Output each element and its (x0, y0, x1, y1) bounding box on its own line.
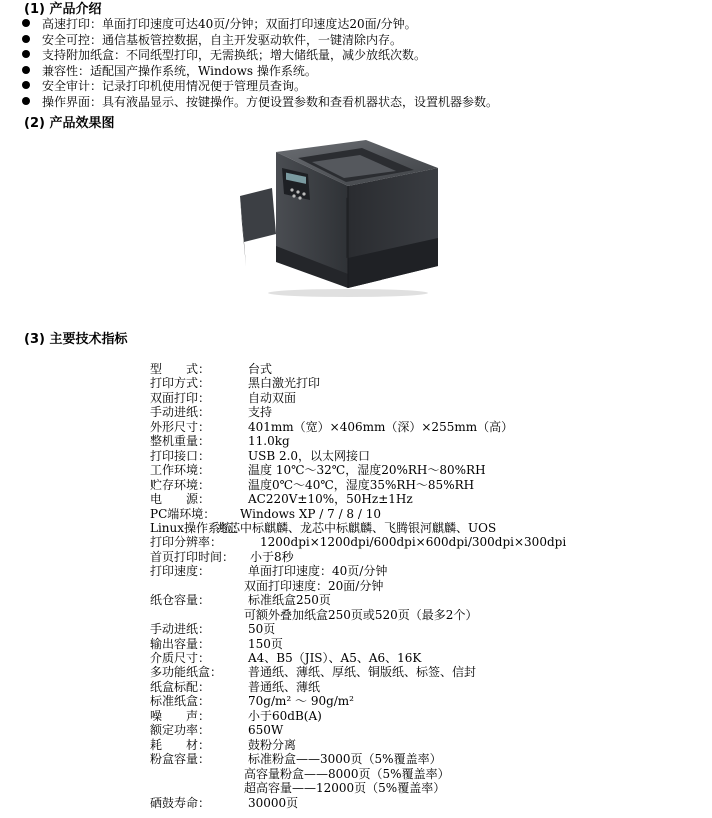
spec-value: 超高容量——12000页（5%覆盖率） (244, 781, 446, 796)
spec-label: 介质尺寸： (150, 651, 211, 665)
feature-item (22, 48, 426, 64)
spec-label: 电 源： (150, 492, 211, 507)
spec-label: 打印方式： (150, 376, 211, 391)
feature-item (22, 33, 402, 49)
spec-label: 打印接口： (150, 448, 211, 463)
spec-value: 普通纸、薄纸 (248, 679, 321, 694)
feature-text: 支持附加纸盒：不同纸型打印，无需换纸；增大储纸量，减少放纸次数。 (42, 48, 427, 62)
spec-label: PC端环境： (150, 506, 216, 521)
spec-label: 手动进纸： (150, 622, 211, 637)
clipped-top-text (140, 0, 260, 1)
spec-label: 打印速度： (150, 564, 211, 579)
spec-value: 标准粉盒——3000页（5%覆盖率） (248, 752, 442, 767)
bullet-icon (22, 66, 30, 74)
spec-label: 外形尺寸： (150, 419, 211, 434)
spec-value: 普通纸、薄纸、厚纸、铜版纸、标签、信封 (248, 665, 477, 680)
printer-photo (236, 138, 446, 300)
feature-text: 兼容性：适配国产操作系统，Windows 操作系统。 (42, 63, 317, 78)
spec-label: 标准纸盒： (150, 694, 211, 709)
spec-value: Windows XP / 7 / 8 / 10 (240, 506, 382, 521)
spec-value: 标准纸盒250页 (248, 593, 331, 608)
feature-text: 安全可控：通信基板管控数据，自主开发驱动软件，一键清除内存。 (42, 32, 403, 47)
spec-label: 额定功率： (150, 723, 211, 738)
spec-value: 兆芯中标麒麟、龙芯中标麒麟、飞腾银河麒麟、UOS (216, 520, 497, 535)
feature-text: 安全审计：记录打印机使用情况便于管理员查询。 (42, 79, 307, 93)
feature-text: 高速打印：单面打印速度可达40页/分钟；双面打印速度达20面/分钟。 (42, 17, 417, 31)
spec-label: 首页打印时间： (150, 549, 235, 564)
spec-label: 打印分辨率： (150, 535, 223, 550)
spec-value: 70g/m² ～ 90g/m² (248, 694, 354, 709)
printer-illustration (236, 138, 446, 300)
feature-item (22, 64, 317, 80)
spec-label: 手动进纸： (150, 405, 211, 420)
spec-value: 双面打印速度：20面/分钟 (244, 578, 384, 593)
bullet-icon (22, 35, 30, 43)
spec-value: 高容量粉盒——8000页（5%覆盖率） (244, 766, 450, 781)
spec-label: 输出容量： (150, 636, 211, 651)
spec-label: 工作环境： (150, 463, 211, 478)
feature-item (22, 95, 498, 111)
spec-value: 小于8秒 (250, 549, 294, 564)
feature-item (22, 79, 306, 95)
bullet-icon (22, 19, 30, 27)
heading-specs: (3) 主要技术指标 (24, 332, 128, 347)
spec-value: 150页 (248, 636, 283, 651)
spec-value: 11.0kg (248, 434, 290, 449)
spec-value: 单面打印速度：40页/分钟 (248, 564, 388, 579)
spec-value: 650W (248, 723, 284, 738)
bullet-icon (22, 50, 30, 58)
heading-product-intro: (1) 产品介绍 (24, 2, 102, 17)
spec-label: 硒鼓寿命： (150, 795, 211, 810)
spec-label: 贮存环境： (150, 477, 211, 492)
spec-label: 耗 材： (150, 737, 211, 752)
spec-value: 401mm（宽）×406mm（深）×255mm（高） (248, 419, 514, 434)
bullet-icon (22, 97, 30, 105)
spec-value: 小于60dB(A) (248, 708, 322, 723)
heading-product-image: (2) 产品效果图 (24, 116, 115, 131)
spec-value: 自动双面 (248, 390, 297, 405)
spec-value: 支持 (248, 405, 273, 420)
clipped-top-link (395, 0, 455, 1)
spec-label: 粉盒容量： (150, 752, 211, 767)
spec-label: 整机重量： (150, 434, 211, 449)
spec-label: 纸仓容量： (150, 593, 211, 608)
spec-label: 型 式： (150, 362, 211, 376)
spec-value: 黑白激光打印 (248, 376, 321, 391)
spec-value: 鼓粉分离 (248, 737, 297, 752)
feature-text: 操作界面：具有液晶显示、按键操作。方便设置参数和查看机器状态，设置机器参数。 (42, 94, 499, 109)
spec-value: 台式 (248, 362, 273, 376)
bullet-icon (22, 81, 30, 89)
spec-value: AC220V±10%，50Hz±1Hz (248, 492, 413, 507)
spec-value: 50页 (248, 622, 276, 637)
spec-value: 温度 10℃～32℃，湿度20%RH～80%RH (248, 463, 486, 478)
feature-item (22, 17, 417, 33)
spec-value: A4、B5（JIS）、A5、A6、16K (248, 651, 422, 665)
spec-label: 多功能纸盒： (150, 665, 223, 680)
spec-value: 可额外叠加纸盒250页或520页（最多2个） (244, 607, 478, 622)
spec-label: 纸盒标配： (150, 679, 211, 694)
spec-label: Linux操作系统： (150, 520, 245, 535)
spec-value: 温度0℃～40℃，湿度35%RH～85%RH (248, 477, 475, 492)
spec-label: 噪 声： (150, 708, 211, 723)
spec-value: USB 2.0，以太网接口 (248, 448, 371, 463)
spec-label: 双面打印： (150, 390, 211, 405)
spec-value: 30000页 (248, 795, 299, 810)
spec-value: 1200dpi×1200dpi/600dpi×600dpi/300dpi×300dpi (260, 535, 567, 550)
